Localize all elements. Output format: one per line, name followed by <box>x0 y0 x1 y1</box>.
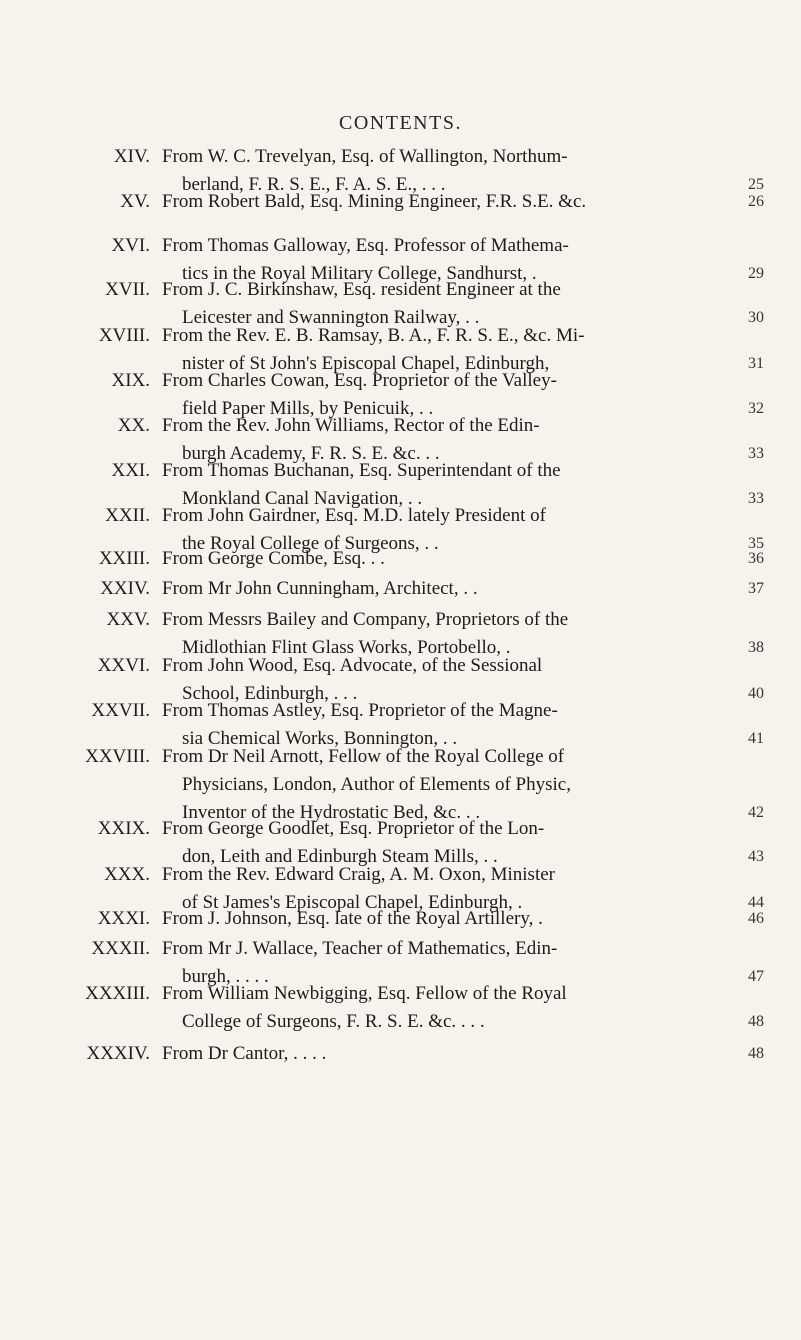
entry-line: From George Combe, Esq. . . <box>162 548 385 569</box>
entry-page-number: 31 <box>748 355 764 372</box>
entry-page-number: 32 <box>748 400 764 417</box>
entry-number: XXXIV. <box>86 1043 150 1064</box>
entry-line: From Thomas Astley, Esq. Proprietor of the Magne- <box>162 700 558 721</box>
entry-line: From Mr John Cunningham, Architect, . . <box>162 578 478 599</box>
entry-line: From Messrs Bailey and Company, Proprietors of the <box>162 609 569 630</box>
entry-number: XXVII. <box>91 700 150 721</box>
entry-line: From the Rev. E. B. Ramsay, B. A., F. R. S. E., &c. Mi- <box>162 325 585 346</box>
entry-page-number: 47 <box>748 968 764 985</box>
entry-page-number: 29 <box>748 265 764 282</box>
entry-line: Leicester and Swannington Railway, . . <box>182 307 480 328</box>
entry-page-number: 33 <box>748 490 764 507</box>
entry-page-number: 25 <box>748 176 764 193</box>
entry-text <box>162 188 728 216</box>
entry-text <box>162 545 728 573</box>
page-title: CONTENTS. <box>339 112 462 134</box>
entry-line: Midlothian Flint Glass Works, Portobello, . <box>182 637 511 658</box>
entry-page-number: 46 <box>748 910 764 927</box>
entry-line: From the Rev. John Williams, Rector of the Edin- <box>162 415 540 436</box>
entry-page-number: 26 <box>748 193 764 210</box>
entry-number: XXXI. <box>97 908 150 929</box>
entry-line: College of Surgeons, F. R. S. E. &c. . . . <box>182 1011 485 1032</box>
entry-page-number: 38 <box>748 639 764 656</box>
entry-line: burgh Academy, F. R. S. E. &c. . . <box>182 443 440 464</box>
entry-number: XXIX. <box>97 818 150 839</box>
entry-number: XXVI. <box>97 655 150 676</box>
entry-line: From Dr Cantor, . . . . <box>162 1043 327 1064</box>
entry-line: sia Chemical Works, Bonnington, . . <box>182 728 458 749</box>
entry-number: XXV. <box>106 609 150 630</box>
entry-number: XXIV. <box>100 578 150 599</box>
entry-number: XXXII. <box>91 938 150 959</box>
entry-line: field Paper Mills, by Penicuik, . . <box>182 398 434 419</box>
entry-number: XXI. <box>111 460 150 481</box>
entry-text <box>162 1040 728 1068</box>
entry-line: the Royal College of Surgeons, . . <box>182 533 439 554</box>
entry-line: From John Gairdner, Esq. M.D. lately President of <box>162 505 546 526</box>
entry-line: From Thomas Galloway, Esq. Professor of Mathema- <box>162 235 569 256</box>
entry-number: XX. <box>117 415 150 436</box>
entry-line: nister of St John's Episcopal Chapel, Edinburgh, <box>182 353 550 374</box>
entry-page-number: 35 <box>748 535 764 552</box>
entry-line: burgh, . . . . <box>182 966 269 987</box>
entry-text <box>162 905 728 933</box>
entry-line: School, Edinburgh, . . . <box>182 683 358 704</box>
entry-number: XXVIII. <box>85 746 150 767</box>
entry-line: berland, F. R. S. E., F. A. S. E., . . . <box>182 174 446 195</box>
entry-page-number: 37 <box>748 580 764 597</box>
entry-line: From J. C. Birkinshaw, Esq. resident Engineer at the <box>162 279 561 300</box>
entry-line: Monkland Canal Navigation, . . <box>182 488 423 509</box>
entry-line: From William Newbigging, Esq. Fellow of the Royal <box>162 983 567 1004</box>
entry-text <box>162 980 728 1036</box>
entry-number: XV. <box>120 191 150 212</box>
entry-number: XIX. <box>111 370 150 391</box>
entry-line: From J. Johnson, Esq. late of the Royal Artillery, . <box>162 908 543 929</box>
entry-line: From Thomas Buchanan, Esq. Superintendant of the <box>162 460 561 481</box>
entry-line: From John Wood, Esq. Advocate, of the Sessional <box>162 655 543 676</box>
entry-number: XIV. <box>113 146 150 167</box>
entry-page-number: 33 <box>748 445 764 462</box>
entry-line: From Dr Neil Arnott, Fellow of the Royal College of <box>162 746 565 767</box>
entry-line: don, Leith and Edinburgh Steam Mills, . . <box>182 846 498 867</box>
entry-line: From W. C. Trevelyan, Esq. of Wallington, Northum- <box>162 146 568 167</box>
entry-line: From George Goodlet, Esq. Proprietor of the Lon- <box>162 818 545 839</box>
entry-page-number: 30 <box>748 309 764 326</box>
entry-line: of St James's Episcopal Chapel, Edinburgh, . <box>182 892 523 913</box>
entry-page-number: 44 <box>748 894 764 911</box>
entry-page-number: 41 <box>748 730 764 747</box>
entry-number: XVIII. <box>98 325 150 346</box>
entry-line: Inventor of the Hydrostatic Bed, &c. . . <box>182 802 481 823</box>
entry-number: XXXIII. <box>85 983 150 1004</box>
entry-page-number: 48 <box>748 1013 764 1030</box>
entry-number: XVI. <box>111 235 150 256</box>
entry-page-number: 36 <box>748 550 764 567</box>
entry-text <box>162 575 728 603</box>
entry-page-number: 40 <box>748 685 764 702</box>
entry-line: From Mr J. Wallace, Teacher of Mathematics, Edin- <box>162 938 558 959</box>
entry-line: From the Rev. Edward Craig, A. M. Oxon, Minister <box>162 864 555 885</box>
entry-page-number: 48 <box>748 1045 764 1062</box>
entry-line: Physicians, London, Author of Elements of Physic, <box>182 774 571 795</box>
entry-number: XXIII. <box>98 548 150 569</box>
entry-number: XXII. <box>105 505 150 526</box>
entry-line: From Robert Bald, Esq. Mining Engineer, F.R. S.E. &c. <box>162 191 587 212</box>
entry-number: XVII. <box>105 279 150 300</box>
entry-line: tics in the Royal Military College, Sandhurst, . <box>182 263 537 284</box>
entry-page-number: 43 <box>748 848 764 865</box>
entry-page-number: 42 <box>748 804 764 821</box>
entry-number: XXX. <box>104 864 150 885</box>
entry-line: From Charles Cowan, Esq. Proprietor of the Valley- <box>162 370 557 391</box>
